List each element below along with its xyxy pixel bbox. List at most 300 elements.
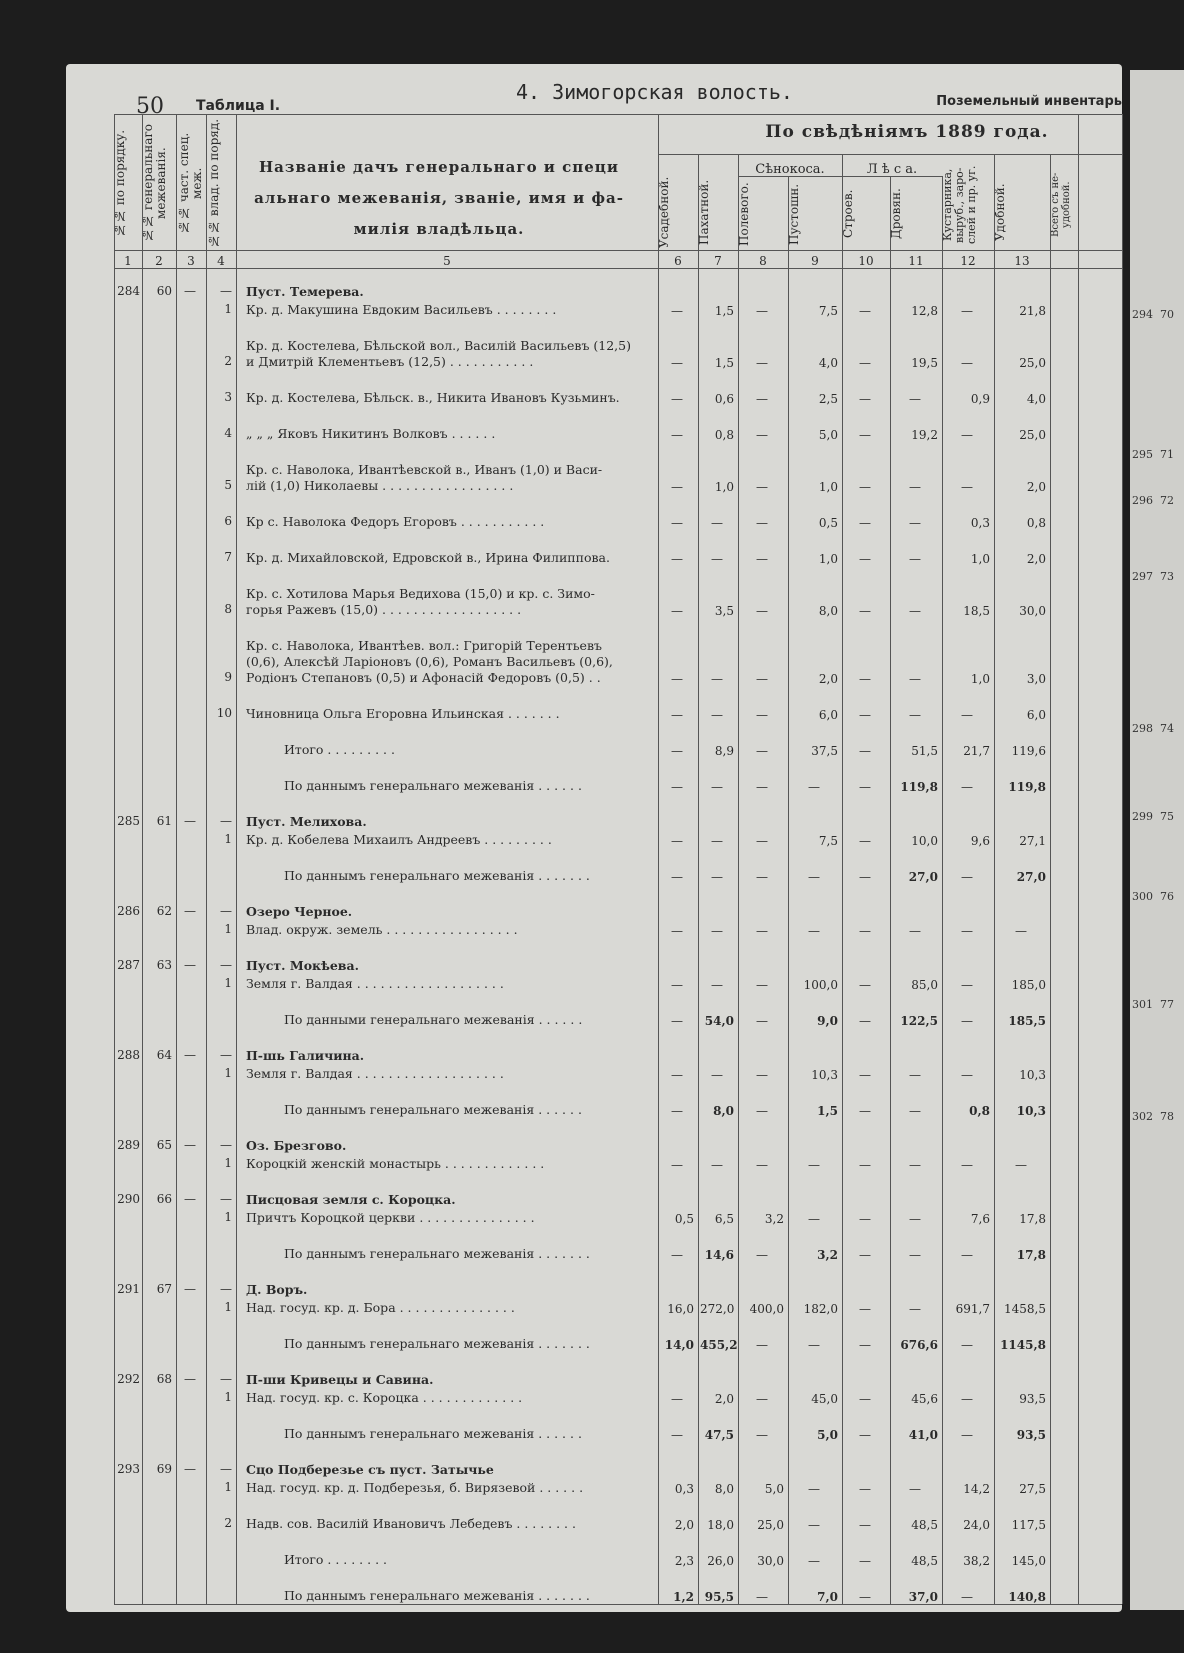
value-cell: 24,0 — [963, 1518, 990, 1532]
owner-description: По даннымъ генеральнаго межеванія . . . . . . . — [284, 1336, 590, 1351]
table-cell: — — [184, 1462, 196, 1476]
value-cell: — — [859, 1212, 871, 1226]
facing-general-number: 72 — [1160, 494, 1174, 507]
value-cell: — — [671, 834, 683, 848]
value-cell: 26,0 — [707, 1554, 734, 1568]
facing-general-number: 70 — [1160, 308, 1174, 321]
value-cell: 2,0 — [674, 1518, 694, 1532]
value-cell: — — [961, 1392, 973, 1406]
owner-number: 5 — [224, 478, 232, 492]
table-cell: 292 — [117, 1372, 140, 1386]
value-cell: — — [671, 1104, 683, 1118]
book-page — [66, 64, 1122, 1612]
value-cell: — — [711, 552, 723, 566]
value-cell: — — [756, 356, 768, 370]
value-cell: 1,2 — [673, 1590, 694, 1604]
owner-description: Кр с. Наволока Федоръ Егоровъ . . . . . . . . . . . — [246, 514, 545, 529]
owner-description: Кр. д. Михайловской, Едровской в., Ирина Филиппова. — [246, 550, 610, 565]
value-cell: 21,8 — [1019, 304, 1046, 318]
value-cell: 3,5 — [714, 604, 734, 618]
value-cell: 3,2 — [817, 1248, 838, 1262]
value-cell: — — [1015, 924, 1027, 938]
value-cell: — — [671, 672, 683, 686]
value-cell: 30,0 — [1019, 604, 1046, 618]
value-cell: — — [909, 672, 921, 686]
owner-description: По данными генеральнаго межеванія . . . . . . — [284, 1012, 583, 1027]
value-cell: — — [756, 1590, 768, 1604]
table-cell: 66 — [156, 1192, 172, 1206]
value-cell: — — [756, 708, 768, 722]
value-cell: 48,5 — [911, 1554, 938, 1568]
value-cell: — — [859, 708, 871, 722]
value-cell: 25,0 — [757, 1518, 784, 1532]
facing-row-number: 302 — [1132, 1110, 1153, 1123]
value-cell: 27,1 — [1019, 834, 1046, 848]
value-cell: — — [859, 744, 871, 758]
owner-description: Кр. д. Макушина Евдоким Васильевъ . . . . . . . . — [246, 302, 557, 317]
value-cell: 10,3 — [811, 1068, 838, 1082]
table-cell: 286 — [117, 904, 140, 918]
column-rule — [1050, 154, 1051, 1604]
owner-number: 6 — [224, 514, 232, 528]
column-number: 11 — [908, 254, 924, 268]
col-header-shrub: Кустарника, выруб., заро-слей и пр. уг. — [941, 165, 978, 245]
owner-number: 1 — [224, 302, 232, 316]
value-cell: — — [756, 552, 768, 566]
value-cell: 1,5 — [714, 304, 734, 318]
value-cell: 1458,5 — [1004, 1302, 1046, 1316]
value-cell: — — [961, 1068, 973, 1082]
owner-description: По даннымъ генеральнаго межеванія . . . . . . . — [284, 868, 590, 883]
value-cell: 2,0 — [1026, 552, 1046, 566]
value-cell: — — [909, 924, 921, 938]
column-number: 4 — [217, 254, 225, 268]
value-cell: 19,2 — [911, 428, 938, 442]
group-header-forest: Л ѣ с а. — [866, 162, 918, 177]
table-cell: 284 — [117, 284, 140, 298]
owner-number: 1 — [224, 976, 232, 990]
facing-general-number: 74 — [1160, 722, 1174, 735]
value-cell: — — [671, 1392, 683, 1406]
value-cell: — — [671, 1068, 683, 1082]
facing-row-number: 295 — [1132, 448, 1153, 461]
value-cell: 100,0 — [803, 978, 838, 992]
value-cell: 27,0 — [908, 870, 938, 884]
col-header-order: №№ по порядку. — [113, 129, 127, 237]
value-cell: — — [756, 1014, 768, 1028]
value-cell: — — [909, 1482, 921, 1496]
value-cell: 47,5 — [704, 1428, 734, 1442]
page-number: 50 — [136, 94, 164, 119]
value-cell: 7,6 — [970, 1212, 990, 1226]
property-name: П-ши Кривецы и Савина. — [246, 1372, 434, 1387]
value-cell: — — [808, 1554, 820, 1568]
col-header-usable: Удобной. — [993, 183, 1007, 241]
value-cell: — — [756, 1392, 768, 1406]
row-rule — [738, 176, 942, 177]
value-cell: 9,0 — [817, 1014, 838, 1028]
owner-description: Короцкій женскій монастырь . . . . . . . . . . . . . — [246, 1156, 545, 1171]
column-rule — [890, 176, 891, 1604]
value-cell: — — [756, 1338, 768, 1352]
owner-number: 2 — [224, 354, 232, 368]
value-cell: — — [671, 978, 683, 992]
table-cell: 287 — [117, 958, 140, 972]
value-cell: 2,3 — [674, 1554, 694, 1568]
table-cell: — — [184, 284, 196, 298]
value-cell: — — [961, 1590, 973, 1604]
table-cell: — — [184, 1282, 196, 1296]
owner-description: Над. госуд. кр. с. Короцка . . . . . . . . . . . . . — [246, 1390, 523, 1405]
value-cell: — — [808, 1212, 820, 1226]
value-cell: — — [961, 1014, 973, 1028]
value-cell: 93,5 — [1016, 1428, 1046, 1442]
column-number: 3 — [187, 254, 195, 268]
property-name: Оз. Брезгово. — [246, 1138, 347, 1153]
owner-description: По даннымъ генеральнаго межеванія . . . . . . — [284, 1102, 582, 1117]
value-cell: — — [859, 1554, 871, 1568]
col-header-field: Полевого. — [737, 182, 751, 246]
value-cell: — — [756, 978, 768, 992]
col-header-timber: Строев. — [841, 189, 855, 239]
owner-description: По даннымъ генеральнаго межеванія . . . . . . — [284, 1426, 582, 1441]
value-cell: — — [671, 392, 683, 406]
property-name: Д. Воръ. — [246, 1282, 308, 1297]
value-cell: — — [859, 1338, 871, 1352]
value-cell: 8,9 — [714, 744, 734, 758]
value-cell: — — [909, 516, 921, 530]
column-rule — [1122, 114, 1123, 1604]
value-cell: 119,6 — [1011, 744, 1046, 758]
owner-description: Кр. с. Хотилова Марья Ведихова (15,0) и кр. с. Зимо- горья Ражевъ (15,0) . . . . . . . . . . . . . . . . . . — [246, 586, 595, 617]
property-name: Писцовая земля с. Короцка. — [246, 1192, 456, 1207]
owner-number: — — [220, 1192, 232, 1206]
value-cell: — — [859, 1590, 871, 1604]
value-cell: 45,6 — [911, 1392, 938, 1406]
value-cell: — — [859, 1248, 871, 1262]
value-cell: 18,0 — [707, 1518, 734, 1532]
facing-row-number: 301 — [1132, 998, 1153, 1011]
facing-row-number: 297 — [1132, 570, 1153, 583]
value-cell: — — [711, 870, 723, 884]
value-cell: — — [961, 1158, 973, 1172]
owner-number: 1 — [224, 1300, 232, 1314]
table-cell: — — [184, 958, 196, 972]
col-header-special: №№ част. спец. меж. — [177, 132, 204, 234]
column-number: 1 — [124, 254, 132, 268]
owner-description: По даннымъ генеральнаго межеванія . . . . . . — [284, 778, 582, 793]
value-cell: — — [671, 924, 683, 938]
value-cell: — — [756, 1248, 768, 1262]
owner-number: 8 — [224, 602, 232, 616]
value-cell: — — [859, 1104, 871, 1118]
owner-number: 2 — [224, 1516, 232, 1530]
value-cell: — — [961, 978, 973, 992]
value-cell: — — [859, 1428, 871, 1442]
value-cell: — — [859, 978, 871, 992]
value-cell: 185,5 — [1008, 1014, 1046, 1028]
value-cell: 1,5 — [817, 1104, 838, 1118]
property-name: П-шь Галичина. — [246, 1048, 365, 1063]
value-cell: 2,0 — [1026, 480, 1046, 494]
owner-description: Влад. окруж. земель . . . . . . . . . . . . . . . . . — [246, 922, 518, 937]
owner-number: 1 — [224, 1066, 232, 1080]
value-cell: 38,2 — [963, 1554, 990, 1568]
column-rule — [738, 154, 739, 1604]
value-cell: — — [671, 304, 683, 318]
column-rule — [658, 114, 659, 1604]
row-rule — [114, 268, 1122, 269]
value-cell: 41,0 — [908, 1428, 938, 1442]
value-cell: — — [961, 480, 973, 494]
table-cell: 60 — [156, 284, 172, 298]
value-cell: — — [671, 516, 683, 530]
value-cell: — — [909, 1068, 921, 1082]
value-cell: — — [961, 1428, 973, 1442]
col-header-name: Названіе дачъ генеральнаго и специ альнаго межеванія, званіе, имя и фа- милія владѣльца. — [254, 158, 624, 238]
value-cell: 272,0 — [700, 1302, 735, 1316]
value-cell: — — [909, 552, 921, 566]
value-cell: — — [859, 604, 871, 618]
facing-row-number: 300 — [1132, 890, 1153, 903]
owner-description: Причтъ Короцкой церкви . . . . . . . . . . . . . . . — [246, 1210, 535, 1225]
property-name: Пуст. Мелихова. — [246, 814, 367, 829]
owner-description: Над. госуд. кр. д. Бора . . . . . . . . . . . . . . . — [246, 1300, 515, 1315]
property-name: Сцо Подберезье съ пуст. Затычье — [246, 1462, 494, 1477]
table-cell: 64 — [156, 1048, 172, 1062]
page-title: 4. Зимогорская волость. — [516, 80, 793, 104]
value-cell: 119,8 — [900, 780, 938, 794]
value-cell: — — [859, 1392, 871, 1406]
owner-number: — — [220, 958, 232, 972]
value-cell: — — [909, 1248, 921, 1262]
column-number: 7 — [714, 254, 722, 268]
value-cell: — — [909, 1302, 921, 1316]
value-cell: 10,3 — [1019, 1068, 1046, 1082]
value-cell: — — [961, 1338, 973, 1352]
property-name: Пуст. Мокѣева. — [246, 958, 359, 973]
owner-number: 1 — [224, 1480, 232, 1494]
value-cell: — — [756, 1428, 768, 1442]
value-cell: 16,0 — [667, 1302, 694, 1316]
value-cell: — — [859, 1482, 871, 1496]
value-cell: — — [1015, 1158, 1027, 1172]
value-cell: 54,0 — [704, 1014, 734, 1028]
table-cell: — — [184, 1138, 196, 1152]
column-rule — [788, 176, 789, 1604]
value-cell: 12,8 — [911, 304, 938, 318]
row-rule — [114, 114, 1122, 115]
owner-number: 1 — [224, 832, 232, 846]
owner-description: Итого . . . . . . . . — [284, 1552, 387, 1567]
owner-number: — — [220, 1282, 232, 1296]
value-cell: 7,5 — [818, 834, 838, 848]
owner-number: — — [220, 1048, 232, 1062]
col-header-wasteland: Пустошн. — [787, 183, 801, 245]
value-cell: — — [756, 1158, 768, 1172]
facing-page-edge — [1130, 70, 1184, 1610]
owner-number: 9 — [224, 670, 232, 684]
column-number: 9 — [811, 254, 819, 268]
col-header-owner: №№ влад. по поряд. — [207, 118, 221, 248]
owner-description: Кр. с. Наволока, Ивантѣевской в., Иванъ (1,0) и Васи- лій (1,0) Николаевы . . . . . . . . . . . . . . . . . — [246, 462, 603, 493]
value-cell: — — [756, 428, 768, 442]
owner-description: „ „ „ Яковъ Никитинъ Волковъ . . . . . . — [246, 426, 496, 441]
value-cell: — — [961, 780, 973, 794]
value-cell: — — [859, 480, 871, 494]
value-cell: — — [961, 870, 973, 884]
value-cell: 0,9 — [970, 392, 990, 406]
value-cell: — — [671, 1158, 683, 1172]
facing-row-number: 296 — [1132, 494, 1153, 507]
table-cell: 291 — [117, 1282, 140, 1296]
value-cell: — — [671, 604, 683, 618]
value-cell: — — [671, 1014, 683, 1028]
value-cell: — — [808, 1338, 820, 1352]
row-rule — [114, 250, 1122, 251]
owner-description: Кр. д. Костелева, Бѣльск. в., Никита Ивановъ Кузьминъ. — [246, 390, 620, 405]
value-cell: — — [711, 1158, 723, 1172]
value-cell: 21,7 — [963, 744, 990, 758]
value-cell: — — [859, 1014, 871, 1028]
value-cell: — — [756, 480, 768, 494]
value-cell: — — [711, 834, 723, 848]
facing-general-number: 78 — [1160, 1110, 1174, 1123]
value-cell: 9,6 — [970, 834, 990, 848]
value-cell: 8,0 — [818, 604, 838, 618]
value-cell: — — [909, 1104, 921, 1118]
value-cell: — — [711, 978, 723, 992]
owner-description: Чиновница Ольга Егоровна Ильинская . . . . . . . — [246, 706, 560, 721]
table-cell: 290 — [117, 1192, 140, 1206]
value-cell: 10,0 — [911, 834, 938, 848]
value-cell: 3,0 — [1026, 672, 1046, 686]
owner-number: 1 — [224, 1156, 232, 1170]
value-cell: — — [859, 552, 871, 566]
value-cell: — — [711, 516, 723, 530]
owner-description: Кр. с. Наволока, Ивантѣев. вол.: Григорій Терентьевъ (0,6), Алексѣй Ларіоновъ (0,6), Романъ Васильевъ (0,6), Родіонъ Степановъ (0,5) и Афонасій Федоровъ (0,5) . . — [246, 638, 613, 685]
value-cell: 691,7 — [955, 1302, 990, 1316]
value-cell: 185,0 — [1011, 978, 1046, 992]
column-rule — [698, 154, 699, 1604]
value-cell: 3,2 — [764, 1212, 784, 1226]
value-cell: — — [859, 780, 871, 794]
column-rule — [1078, 114, 1079, 1604]
table-cell: 63 — [156, 958, 172, 972]
value-cell: — — [859, 1302, 871, 1316]
value-cell: 51,5 — [911, 744, 938, 758]
owner-number: — — [220, 1462, 232, 1476]
value-cell: — — [711, 672, 723, 686]
value-cell: 48,5 — [911, 1518, 938, 1532]
column-rule — [942, 176, 943, 1604]
column-rule — [842, 154, 843, 1604]
owner-number: 1 — [224, 1390, 232, 1404]
value-cell: 85,0 — [911, 978, 938, 992]
table-cell: 65 — [156, 1138, 172, 1152]
value-cell: 17,8 — [1019, 1212, 1046, 1226]
value-cell: 10,3 — [1016, 1104, 1046, 1118]
property-name: Озеро Черное. — [246, 904, 353, 919]
value-cell: — — [756, 516, 768, 530]
facing-general-number: 75 — [1160, 810, 1174, 823]
value-cell: 30,0 — [757, 1554, 784, 1568]
table-cell: — — [184, 814, 196, 828]
value-cell: — — [756, 780, 768, 794]
value-cell: 1,5 — [714, 356, 734, 370]
value-cell: 14,6 — [704, 1248, 734, 1262]
value-cell: 1,0 — [970, 552, 990, 566]
value-cell: 0,5 — [674, 1212, 694, 1226]
value-cell: — — [711, 924, 723, 938]
value-cell: — — [671, 708, 683, 722]
col-header-arable: Пахатной. — [697, 179, 711, 245]
value-cell: — — [909, 480, 921, 494]
value-cell: 1,0 — [970, 672, 990, 686]
inventory-table — [114, 114, 1122, 1604]
value-cell: 27,5 — [1019, 1482, 1046, 1496]
value-cell: 4,0 — [818, 356, 838, 370]
value-cell: 8,0 — [714, 1482, 734, 1496]
value-cell: 25,0 — [1019, 356, 1046, 370]
value-cell: 182,0 — [803, 1302, 838, 1316]
table-cell: 67 — [156, 1282, 172, 1296]
value-cell: 5,0 — [764, 1482, 784, 1496]
value-cell: — — [859, 304, 871, 318]
column-number: 2 — [155, 254, 163, 268]
owner-number: — — [220, 1372, 232, 1386]
value-cell: 5,0 — [817, 1428, 838, 1442]
running-header: Поземельный инвентарь — [936, 94, 1122, 109]
value-cell: 1,0 — [714, 480, 734, 494]
value-cell: 19,5 — [911, 356, 938, 370]
table-cell: 293 — [117, 1462, 140, 1476]
value-cell: 4,0 — [1026, 392, 1046, 406]
owner-description: Надв. сов. Василій Ивановичъ Лебедевъ . . . . . . . . — [246, 1516, 576, 1531]
value-cell: 119,8 — [1008, 780, 1046, 794]
facing-general-number: 77 — [1160, 998, 1174, 1011]
table-cell: 62 — [156, 904, 172, 918]
value-cell: — — [859, 1068, 871, 1082]
owner-number: — — [220, 814, 232, 828]
value-cell: 0,5 — [818, 516, 838, 530]
value-cell: — — [756, 1068, 768, 1082]
value-cell: 17,8 — [1016, 1248, 1046, 1262]
value-cell: — — [909, 1158, 921, 1172]
value-cell: — — [756, 924, 768, 938]
value-cell: 0,3 — [674, 1482, 694, 1496]
value-cell: — — [711, 780, 723, 794]
facing-row-number: 294 — [1132, 308, 1153, 321]
value-cell: 117,5 — [1011, 1518, 1046, 1532]
owner-description: Кр. д. Кобелева Михаилъ Андреевъ . . . . . . . . . — [246, 832, 552, 847]
facing-general-number: 73 — [1160, 570, 1174, 583]
value-cell: — — [859, 834, 871, 848]
value-cell: — — [909, 392, 921, 406]
value-cell: 0,8 — [1026, 516, 1046, 530]
value-cell: — — [859, 516, 871, 530]
value-cell: 7,0 — [817, 1590, 838, 1604]
value-cell: — — [671, 356, 683, 370]
value-cell: 122,5 — [900, 1014, 938, 1028]
table-cell: 69 — [156, 1462, 172, 1476]
value-cell: — — [756, 834, 768, 848]
value-cell: — — [859, 870, 871, 884]
group-header-hay: Сѣнокоса. — [755, 162, 825, 177]
owner-number: — — [220, 284, 232, 298]
owner-number: 4 — [224, 426, 232, 440]
table-cell: 61 — [156, 814, 172, 828]
